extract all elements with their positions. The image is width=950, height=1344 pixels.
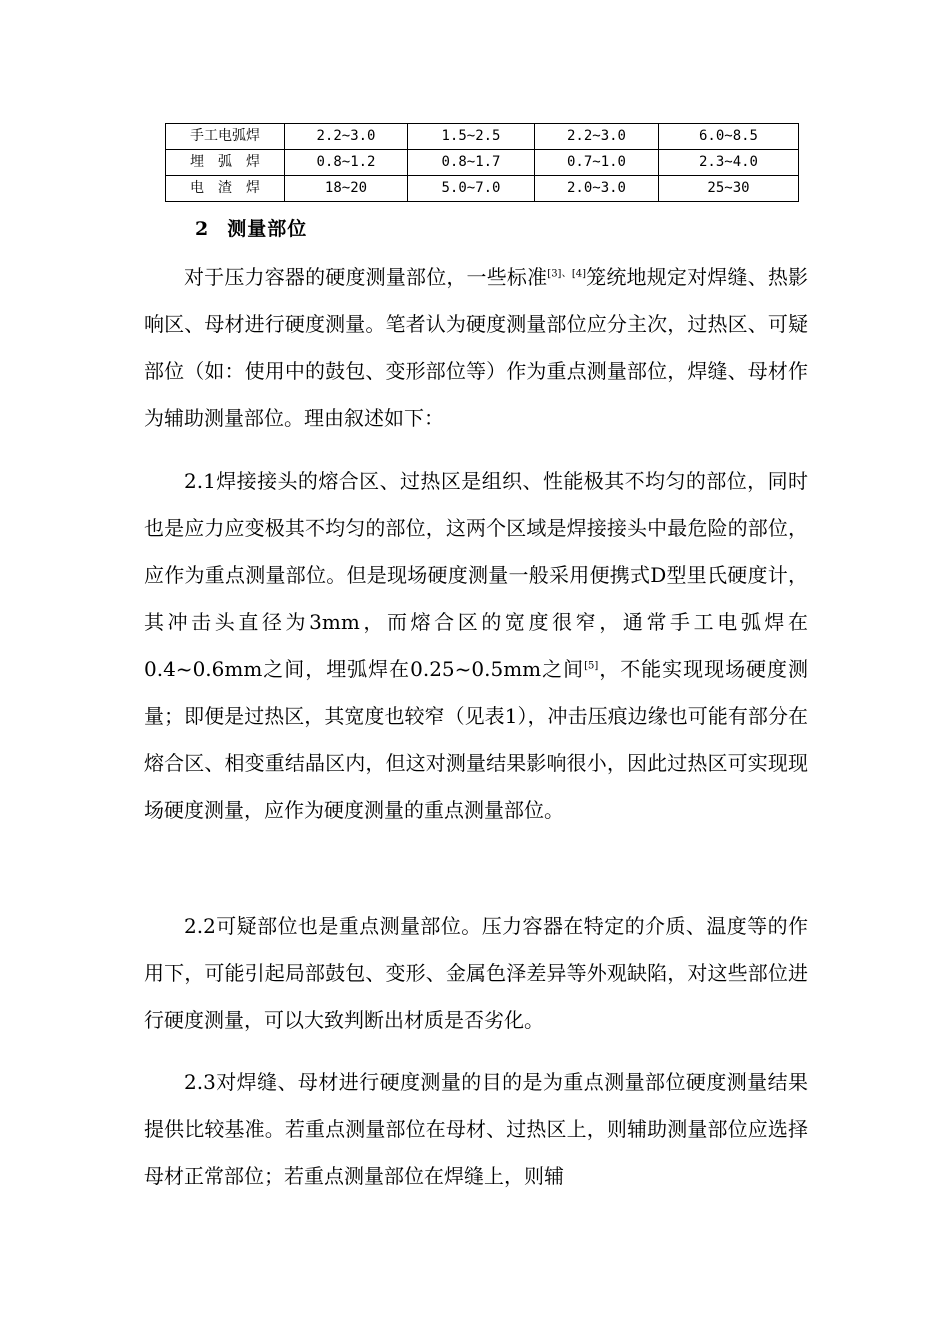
paragraph-text: 2.1焊接接头的熔合区、过热区是组织、性能极其不均匀的部位，同时也是应力应变极其不均匀的部位，这两个区域是焊接接头中最危险的部位，应作为重点测量部位。但是现场硬度测量一般采用便携式D型里氏硬度计，其冲击头直径为3mm，而熔合区的宽度很窄，通常手工电弧焊在0.4~0.6mm之间，埋弧焊在0.25~0.5mm之间	[144, 469, 808, 681]
section-title: 测量部位	[227, 218, 308, 240]
paragraph-intro	[144, 254, 808, 442]
paragraph-2-3: 2.3对焊缝、母材进行硬度测量的目的是为重点测量部位硬度测量结果提供比较基准。若重点测量部位在母材、过热区上，则辅助测量部位应选择母材正常部位；若重点测量部位在焊缝上，则辅	[144, 1070, 808, 1188]
row-label: 埋 弧 焊	[166, 150, 285, 176]
paragraph-2-2: 2.2可疑部位也是重点测量部位。压力容器在特定的介质、温度等的作用下，可能引起局部鼓包、变形、金属色泽差异等外观缺陷，对这些部位进行硬度测量，可以大致判断出材质是否劣化。	[144, 914, 808, 1032]
section-heading	[195, 214, 307, 241]
table-cell: 2.3~4.0	[659, 150, 799, 176]
table-cell: 2.2~3.0	[535, 124, 659, 150]
citation-ref: [3]、	[547, 268, 572, 280]
section-number: 2	[195, 218, 210, 240]
paragraph-text: 笼统地规定对焊缝、热影响区、母材进行硬度测量。笔者认为硬度测量部位应分主次，过热区、可疑部位（如：使用中的鼓包、变形部位等）作为重点测量部位，焊缝、母材作为辅助测量部位。理由叙述如下：	[144, 265, 809, 430]
paragraph-text: 对于压力容器的硬度测量部位，一些标准	[184, 265, 548, 289]
width-data-table	[165, 123, 799, 202]
table-cell: 0.8~1.7	[408, 150, 535, 176]
table-cell: 5.0~7.0	[408, 176, 535, 202]
table-cell: 0.7~1.0	[535, 150, 659, 176]
row-label: 手工电弧焊	[166, 124, 285, 150]
table-row	[166, 176, 799, 202]
paragraph-2-1	[144, 458, 808, 834]
table-row	[166, 124, 799, 150]
table-cell: 6.0~8.5	[659, 124, 799, 150]
row-label: 电 渣 焊	[166, 176, 285, 202]
table-cell: 18~20	[285, 176, 408, 202]
table-cell: 2.2~3.0	[285, 124, 408, 150]
table-cell: 1.5~2.5	[408, 124, 535, 150]
citation-ref: [4]	[571, 268, 586, 280]
table-row	[166, 150, 799, 176]
paragraph-text: ，不能实现现场硬度测量；即便是过热区，其宽度也较窄（见表1），冲击压痕边缘也可能有部分在熔合区、相变重结晶区内，但这对测量结果影响很小，因此过热区可实现现场硬度测量，应作为硬度测量的重点测量部位。	[144, 657, 809, 822]
table-cell: 25~30	[659, 176, 799, 202]
citation-ref: [5]	[584, 660, 599, 672]
table-cell: 0.8~1.2	[285, 150, 408, 176]
table-cell: 2.0~3.0	[535, 176, 659, 202]
